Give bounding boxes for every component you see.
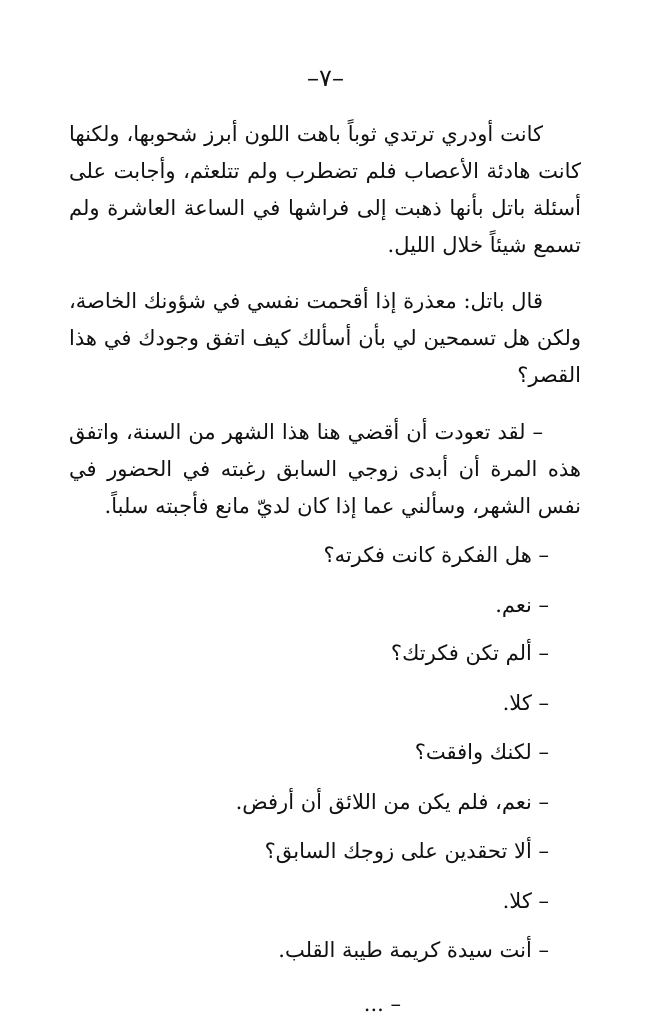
paragraph-2: قال باتل: معذرة إذا أقحمت نفسي في شؤونك الخاصة، ولكن هل تسمحين لي بأن أسألك كيف اتفق وجودك في هذا القصر؟ [69,289,581,387]
dialogue-line-5: – لكنك وافقت؟ [414,740,549,764]
dialogue-line-7: – ألا تحقدين على زوجك السابق؟ [264,839,549,863]
paragraph-3: – لقد تعودت أن أقضي هنا هذا الشهر من السنة، واتفق هذه المرة أن أبدى زوجي السابق رغبته في الحضور في نفس الشهر، وسألني عما إذا كان لديّ مانع فأجبته سلباً. [69,420,581,518]
dialogue-line-8: – كلا. [502,889,549,913]
dialogue-line-1: – هل الفكرة كانت فكرته؟ [323,543,549,567]
paragraph-1: كانت أودري ترتدي ثوباً باهت اللون أبرز شحوبها، ولكنها كانت هادئة الأعصاب فلم تضطرب ولم تتلعثم، وأجابت على أسئلة باتل بأنها ذهبت إلى فراشها في الساعة العاشرة ولم تسمع شيئاً خلال الليل. [69,122,581,257]
page-number: –٧– [307,64,344,92]
dialogue-line-2: – نعم. [495,593,549,617]
dialogue-line-6: – نعم، فلم يكن من اللائق أن أرفض. [235,790,549,814]
dialogue-line-4: – كلا. [502,691,549,715]
dialogue-line-3: – ألم تكن فكرتك؟ [390,641,549,665]
cut-off-line: – ... [363,992,401,1016]
dialogue-line-9: – أنت سيدة كريمة طيبة القلب. [278,938,549,962]
